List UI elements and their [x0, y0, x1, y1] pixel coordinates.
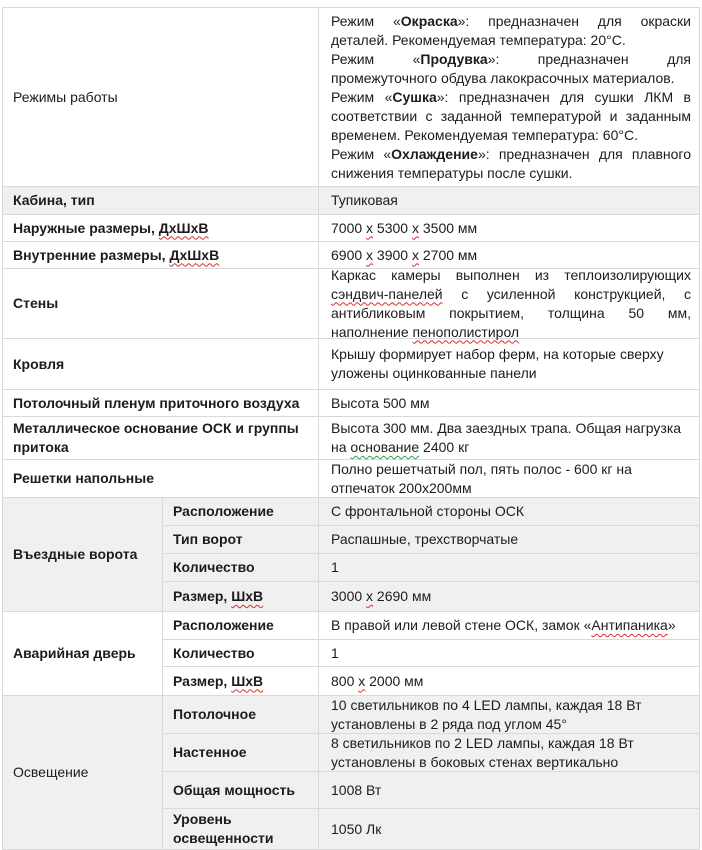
table-row	[3, 390, 699, 417]
spellcheck-marked-word: пенополистирол	[412, 323, 520, 340]
table-row	[3, 696, 699, 849]
text-content	[173, 558, 310, 577]
table-row	[3, 339, 699, 390]
text-content	[13, 88, 310, 107]
text-run: Тип ворот	[173, 531, 243, 547]
spec-value-cell	[319, 417, 699, 459]
spec-value-cell	[319, 242, 699, 268]
text-run: 2700 мм	[418, 246, 478, 263]
table-subrow	[163, 734, 699, 772]
spec-label-cell	[3, 242, 319, 268]
text-content	[331, 419, 691, 457]
text-content	[173, 781, 310, 800]
sub-label-cell	[163, 498, 319, 525]
table-subrow	[163, 498, 699, 526]
sub-label-cell	[163, 554, 319, 581]
text-run: 2400 кг	[419, 439, 470, 455]
text-run: 3000	[331, 588, 367, 604]
text-run: Сушка	[392, 88, 437, 105]
spec-value-cell	[319, 526, 699, 553]
text-run: 2000 мм	[365, 672, 424, 689]
spec-value-cell	[319, 390, 699, 416]
spec-value-cell	[319, 498, 699, 525]
text-run: Режим «	[331, 145, 392, 162]
table-subrow	[163, 554, 699, 582]
group-label-cell	[3, 696, 163, 849]
text-run: Аварийная дверь	[13, 645, 136, 661]
table-subrow	[163, 640, 699, 667]
text-content	[331, 394, 691, 413]
text-run: Уровень освещенности	[173, 811, 274, 846]
spec-value-cell	[319, 266, 699, 340]
text-run: Размер,	[173, 672, 232, 689]
text-run: »: предназначен для плавного снижения температуры после сушки.	[331, 145, 695, 181]
text-run: Решетки напольные	[13, 470, 155, 486]
text-content	[173, 616, 310, 635]
spec-value-cell	[319, 460, 699, 497]
text-run: 1	[331, 559, 339, 575]
table-row	[3, 612, 699, 696]
group-label-cell	[3, 498, 163, 611]
text-content	[331, 696, 691, 734]
sub-label-cell	[163, 809, 319, 849]
text-content	[331, 191, 691, 210]
spec-value-cell	[319, 696, 699, 733]
sub-label-cell	[163, 526, 319, 553]
text-content	[331, 266, 695, 342]
text-content	[13, 419, 310, 457]
text-run: 3500 мм	[418, 219, 478, 236]
spec-label-cell	[3, 390, 319, 416]
text-run: Количество	[173, 644, 255, 661]
group-label-cell	[3, 612, 163, 695]
text-run: 1050 Лк	[331, 820, 382, 837]
table-row	[3, 266, 699, 340]
spec-value-cell	[319, 215, 699, 241]
table-row	[3, 498, 699, 612]
spellcheck-marked-word: x	[366, 246, 374, 263]
text-content	[173, 587, 310, 606]
table-row	[3, 187, 699, 215]
text-content	[331, 460, 691, 498]
table-subrow	[163, 612, 699, 640]
text-run: Настенное	[173, 744, 247, 760]
text-run: 800	[331, 672, 359, 689]
spellcheck-marked-word: ШхВ	[231, 588, 264, 604]
text-run: Распашные, трехстворчатые	[331, 531, 519, 547]
text-run: С фронтальной стороны ОСК	[331, 503, 525, 519]
spellcheck-marked-word: ДхШхВ	[158, 219, 209, 236]
text-run: Размер,	[173, 588, 232, 604]
text-content	[331, 12, 695, 183]
text-run: 8 светильников по 2 LED лампы, каждая 18 Вт установлены в боковых стенах вертикально	[331, 734, 638, 770]
text-run: Количество	[173, 559, 255, 575]
spellcheck-marked-word: ШхВ	[231, 672, 264, 689]
group-subrows	[163, 696, 699, 849]
text-content	[13, 355, 310, 374]
text-run: Расположение	[173, 617, 274, 633]
text-content	[331, 502, 691, 521]
spec-label-cell	[3, 339, 319, 389]
text-content	[331, 644, 691, 663]
text-run: »: предназначен для сушки ЛКМ в соответствии с заданной температурой и заданным временем. Рекомендуемая температура: 60°С.	[331, 88, 695, 143]
text-content	[331, 219, 691, 238]
text-content	[331, 558, 691, 577]
sub-label-cell	[163, 667, 319, 695]
text-content	[173, 502, 310, 521]
spellcheck-marked-word: x	[358, 672, 366, 689]
text-run: »: предназначен для промежуточного обдува лакокрасочных материалов.	[331, 50, 695, 86]
specification-table	[2, 7, 700, 850]
spec-value-cell	[319, 667, 699, 695]
spec-value-cell	[319, 640, 699, 666]
text-content	[173, 644, 310, 663]
text-run: Охлаждение	[391, 145, 478, 162]
text-run: Высота 500 мм	[331, 394, 430, 411]
spec-value-cell	[319, 734, 699, 771]
text-content	[331, 345, 691, 383]
text-run: Окраска	[400, 12, 458, 29]
text-content	[331, 616, 691, 635]
text-run: Полно решетчатый пол, пять полос - 600 кг на отпечаток 200х200мм	[331, 460, 636, 496]
text-run: 10 светильников по 4 LED лампы, каждая 18 Вт установлены в 2 ряда под углом 45°	[331, 696, 646, 732]
spec-value-cell	[319, 339, 699, 389]
text-run: Въездные ворота	[13, 546, 138, 562]
text-run: »	[667, 617, 676, 633]
text-content	[13, 763, 154, 782]
text-run: 6900	[331, 246, 367, 263]
spec-value-cell	[319, 8, 699, 186]
table-subrow	[163, 582, 699, 611]
text-content	[173, 705, 310, 724]
text-run: »: предназначен для окраски деталей. Рекомендуемая температура: 20°С.	[331, 12, 695, 48]
spellcheck-marked-word: x	[411, 219, 419, 236]
sub-label-cell	[163, 582, 319, 611]
spec-label-cell	[3, 8, 319, 186]
table-subrow	[163, 696, 699, 734]
text-run: 3900	[373, 246, 412, 263]
text-run: Каркас камеры выполнен из теплоизолирующих	[331, 266, 695, 283]
sub-label-cell	[163, 612, 319, 639]
table-row	[3, 8, 699, 187]
spec-value-cell	[319, 554, 699, 581]
text-content	[173, 743, 310, 762]
text-run: Расположение	[173, 503, 274, 519]
spellcheck-marked-word: x	[411, 246, 419, 263]
text-content	[13, 219, 310, 238]
spellcheck-marked-word: ДхШхВ	[169, 246, 220, 263]
text-content	[331, 734, 691, 772]
text-content	[173, 672, 310, 691]
spellcheck-marked-word: основание	[350, 439, 420, 455]
spec-label-cell	[3, 187, 319, 214]
text-content	[13, 294, 310, 313]
text-content	[331, 587, 691, 606]
spec-label-cell	[3, 417, 319, 459]
text-content	[173, 810, 310, 848]
text-run: Высота 300 мм. Два заездных трапа. Общая нагрузка на	[331, 420, 685, 455]
text-run: 7000	[331, 219, 367, 236]
table-row	[3, 460, 699, 498]
text-content	[13, 644, 154, 663]
text-run: 1	[331, 644, 339, 661]
spellcheck-marked-word: сэндвич-панелей	[331, 285, 443, 302]
text-run: 5300	[373, 219, 412, 236]
text-content	[331, 246, 691, 265]
table-subrow	[163, 667, 699, 695]
text-run: Наружные размеры,	[13, 219, 159, 236]
text-run: Кровля	[13, 355, 65, 372]
text-run: Металлическое основание ОСК и группы притока	[13, 420, 303, 455]
spec-label-cell	[3, 215, 319, 241]
spellcheck-marked-word: x	[366, 588, 374, 604]
table-row	[3, 417, 699, 460]
text-content	[13, 246, 310, 265]
text-content	[13, 191, 310, 210]
text-run: Кабина, тип	[13, 192, 95, 208]
text-run: Тупиковая	[331, 192, 398, 208]
text-run: Потолочное	[173, 706, 256, 722]
sub-label-cell	[163, 734, 319, 771]
text-run: Крышу формирует набор ферм, на которые сверху уложены оцинкованные панели	[331, 346, 668, 381]
text-run: Освещение	[13, 764, 89, 780]
text-content	[13, 469, 310, 488]
text-run: 2690 мм	[373, 588, 432, 604]
table-row	[3, 215, 699, 242]
spec-label-cell	[3, 460, 319, 497]
text-content	[331, 781, 691, 800]
table-subrow	[163, 772, 699, 809]
text-run: Стены	[13, 295, 59, 311]
text-run: с усиленной конструкцией, с антибликовым покрытием, толщина 50 мм, наполнение	[331, 285, 695, 340]
spec-value-cell	[319, 612, 699, 639]
sub-label-cell	[163, 696, 319, 733]
text-content	[173, 530, 310, 549]
spellcheck-marked-word: x	[366, 219, 374, 236]
text-run: Потолочный пленум приточного воздуха	[13, 394, 300, 411]
sub-label-cell	[163, 772, 319, 808]
group-subrows	[163, 612, 699, 695]
table-subrow	[163, 526, 699, 554]
spec-value-cell	[319, 187, 699, 214]
text-run: Общая мощность	[173, 781, 295, 798]
spellcheck-marked-word: Антипаника	[591, 617, 668, 633]
text-content	[13, 545, 154, 564]
text-run: Режимы работы	[13, 88, 118, 105]
text-run: Режим «	[331, 12, 401, 29]
table-subrow	[163, 809, 699, 849]
spec-value-cell	[319, 582, 699, 611]
text-run: Продувка	[420, 50, 488, 67]
text-content	[331, 530, 691, 549]
text-run: 1008 Вт	[331, 781, 382, 798]
spec-value-cell	[319, 772, 699, 808]
text-run: Внутренние размеры,	[13, 246, 170, 263]
text-content	[13, 394, 310, 413]
text-content	[331, 820, 691, 839]
text-run: Режим «	[331, 50, 421, 67]
group-subrows	[163, 498, 699, 611]
text-run: Режим «	[331, 88, 393, 105]
text-run: В правой или левой стене ОСК, замок «	[331, 617, 592, 633]
text-content	[331, 672, 691, 691]
spec-value-cell	[319, 809, 699, 849]
sub-label-cell	[163, 640, 319, 666]
spec-label-cell	[3, 269, 319, 338]
